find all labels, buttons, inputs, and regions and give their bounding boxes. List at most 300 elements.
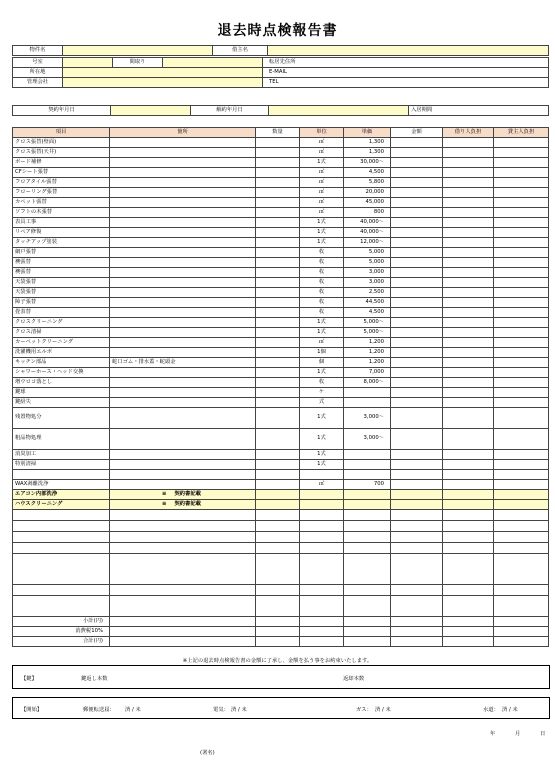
blank-cell[interactable] [256, 532, 300, 543]
blank-cell[interactable] [494, 510, 549, 521]
place-cell[interactable] [110, 308, 256, 318]
total-amount[interactable] [391, 637, 443, 647]
place-cell[interactable]: 蛇口ゴム・排水蓋・蛇頭金 [110, 358, 256, 368]
amount-cell[interactable] [391, 460, 443, 470]
qty-cell[interactable] [256, 188, 300, 198]
mgmt-field[interactable] [63, 78, 263, 88]
qty-cell[interactable] [256, 490, 300, 500]
item-cell: 粗品物処理 [13, 429, 110, 450]
place-cell[interactable] [110, 429, 256, 450]
mgmt-label: 管理会社 [13, 78, 63, 88]
unit-cell: 1個 [300, 348, 344, 358]
amount-cell[interactable] [391, 288, 443, 298]
landlord-cell[interactable] [494, 168, 549, 178]
blank-cell[interactable] [13, 596, 110, 617]
tax-row [13, 627, 549, 637]
landlord-cell[interactable] [494, 398, 549, 408]
qty-cell[interactable] [256, 308, 300, 318]
landlord-cell[interactable] [494, 178, 549, 188]
price-cell: 20,000 [344, 188, 391, 198]
item-cell: 表具工事 [13, 218, 110, 228]
qty-cell[interactable] [256, 388, 300, 398]
table-row [13, 138, 549, 148]
landlord-cell[interactable] [494, 258, 549, 268]
place-cell[interactable] [110, 318, 256, 328]
landlord-cell[interactable] [494, 460, 549, 470]
amount-cell[interactable] [391, 148, 443, 158]
unit-cell [300, 500, 344, 510]
place-cell[interactable] [110, 450, 256, 460]
blank-cell[interactable] [494, 521, 549, 532]
amount-cell[interactable] [391, 168, 443, 178]
blank-cell[interactable] [391, 543, 443, 554]
amount-cell[interactable] [391, 490, 443, 500]
electric-status[interactable]: 済 / 未 [231, 707, 247, 713]
price-cell: 8,000～ [344, 378, 391, 388]
price-cell: 44,500 [344, 298, 391, 308]
qty-cell[interactable] [256, 158, 300, 168]
blank-cell[interactable] [256, 554, 300, 585]
blank-cell[interactable] [344, 585, 391, 596]
cancel-date-field[interactable] [269, 106, 409, 116]
item-cell: クロスクリーニング [13, 318, 110, 328]
landlord-cell[interactable] [494, 298, 549, 308]
blank-cell[interactable] [344, 543, 391, 554]
tenant-cell[interactable] [443, 248, 494, 258]
blank-cell[interactable] [344, 521, 391, 532]
place-cell[interactable] [110, 378, 256, 388]
tenant-cell[interactable] [443, 138, 494, 148]
qty-cell[interactable] [256, 318, 300, 328]
place-cell [110, 490, 256, 500]
blank-cell[interactable] [344, 532, 391, 543]
landlord-cell[interactable] [494, 218, 549, 228]
blank-cell[interactable] [300, 596, 344, 617]
blank-cell[interactable] [443, 585, 494, 596]
blank-cell[interactable] [443, 596, 494, 617]
blank-cell[interactable] [494, 554, 549, 585]
item-cell: 洗濯機用エルボ [13, 348, 110, 358]
table-row [13, 228, 549, 238]
place-cell[interactable] [110, 480, 256, 490]
property-field[interactable] [63, 46, 213, 56]
place-cell[interactable] [110, 218, 256, 228]
place-cell[interactable] [110, 198, 256, 208]
qty-cell[interactable] [256, 398, 300, 408]
property-label: 物件名 [13, 46, 63, 56]
landlord-cell[interactable] [494, 288, 549, 298]
place-cell[interactable] [110, 158, 256, 168]
tenant-cell[interactable] [443, 318, 494, 328]
unit-cell: ㎡ [300, 138, 344, 148]
column-header: 箇所 [110, 128, 256, 138]
item-cell: ソフトの木張替 [13, 208, 110, 218]
qty-cell[interactable] [256, 480, 300, 490]
price-cell: 45,000 [344, 198, 391, 208]
amount-cell[interactable] [391, 328, 443, 338]
amount-cell[interactable] [391, 278, 443, 288]
blank-cell[interactable] [110, 585, 256, 596]
amount-cell[interactable] [391, 258, 443, 268]
amount-cell[interactable] [391, 338, 443, 348]
amount-cell[interactable] [391, 308, 443, 318]
blank-cell[interactable] [391, 554, 443, 585]
landlord-cell[interactable] [494, 158, 549, 168]
blank-cell[interactable] [13, 543, 110, 554]
tenant-cell[interactable] [443, 218, 494, 228]
blank-cell[interactable] [13, 510, 110, 521]
tenant-cell[interactable] [443, 158, 494, 168]
place-cell[interactable] [110, 288, 256, 298]
blank-cell[interactable] [13, 532, 110, 543]
amount-cell[interactable] [391, 198, 443, 208]
tenant-cell[interactable] [443, 258, 494, 268]
table-row [13, 460, 549, 470]
tenant-cell[interactable] [443, 378, 494, 388]
qty-cell[interactable] [256, 228, 300, 238]
qty-cell[interactable] [256, 258, 300, 268]
blank-cell[interactable] [443, 521, 494, 532]
blank-cell[interactable] [110, 521, 256, 532]
blank-cell[interactable] [110, 510, 256, 521]
place-cell[interactable] [110, 248, 256, 258]
landlord-cell[interactable] [494, 318, 549, 328]
amount-cell[interactable] [391, 450, 443, 460]
place-cell[interactable] [110, 268, 256, 278]
amount-cell[interactable] [391, 470, 443, 480]
place-cell[interactable] [110, 328, 256, 338]
keys-received-label: 返却本数 [343, 676, 365, 682]
landlord-cell[interactable] [494, 480, 549, 490]
keys-box [12, 665, 550, 689]
place-cell[interactable] [110, 178, 256, 188]
amount-cell[interactable] [391, 238, 443, 248]
qty-cell[interactable] [256, 358, 300, 368]
tenant-cell[interactable] [443, 490, 494, 500]
amount-cell[interactable] [391, 429, 443, 450]
blank-cell[interactable] [494, 543, 549, 554]
landlord-cell[interactable] [494, 338, 549, 348]
blank-cell[interactable] [344, 554, 391, 585]
price-cell: 4,500 [344, 168, 391, 178]
tenant-cell[interactable] [443, 500, 494, 510]
owner-field[interactable] [268, 46, 549, 56]
tenant-cell[interactable] [443, 328, 494, 338]
tenant-cell[interactable] [443, 198, 494, 208]
place-cell[interactable] [110, 388, 256, 398]
subtotal-amount[interactable] [391, 617, 443, 627]
qty-cell[interactable] [256, 470, 300, 480]
landlord-cell[interactable] [494, 278, 549, 288]
amount-cell[interactable] [391, 500, 443, 510]
place-cell[interactable] [110, 338, 256, 348]
item-cell: エアコン内部洗浄 [13, 490, 110, 500]
tenant-cell[interactable] [443, 228, 494, 238]
landlord-cell[interactable] [494, 368, 549, 378]
blank-cell[interactable] [256, 510, 300, 521]
column-header: 金額 [391, 128, 443, 138]
landlord-cell[interactable] [494, 238, 549, 248]
blank-cell[interactable] [300, 510, 344, 521]
place-cell[interactable] [110, 368, 256, 378]
tenant-cell[interactable] [443, 338, 494, 348]
item-cell: 天袋張替 [13, 288, 110, 298]
amount-cell[interactable] [391, 388, 443, 398]
tenant-cell[interactable] [443, 429, 494, 450]
landlord-cell[interactable] [494, 188, 549, 198]
tenant-cell[interactable] [443, 298, 494, 308]
place-cell[interactable] [110, 238, 256, 248]
qty-cell[interactable] [256, 248, 300, 258]
item-cell: 網戸張替 [13, 248, 110, 258]
room-field[interactable] [63, 58, 113, 68]
landlord-cell[interactable] [494, 268, 549, 278]
amount-cell[interactable] [391, 158, 443, 168]
qty-cell[interactable] [256, 450, 300, 460]
qty-cell[interactable] [256, 268, 300, 278]
blank-cell[interactable] [391, 532, 443, 543]
unit-cell: ㎡ [300, 198, 344, 208]
qty-cell[interactable] [256, 288, 300, 298]
tenant-cell[interactable] [443, 368, 494, 378]
landlord-cell[interactable] [494, 378, 549, 388]
qty-cell[interactable] [256, 378, 300, 388]
qty-cell[interactable] [256, 298, 300, 308]
amount-cell[interactable] [391, 480, 443, 490]
place-cell[interactable] [110, 398, 256, 408]
amount-cell[interactable] [391, 318, 443, 328]
price-cell [344, 470, 391, 480]
tax-amount[interactable] [391, 627, 443, 637]
tenant-cell[interactable] [443, 148, 494, 158]
landlord-cell[interactable] [494, 208, 549, 218]
column-header: 数量 [256, 128, 300, 138]
qty-cell[interactable] [256, 238, 300, 248]
table-row [13, 148, 549, 158]
qty-cell[interactable] [256, 138, 300, 148]
qty-cell[interactable] [256, 460, 300, 470]
landlord-cell[interactable] [494, 388, 549, 398]
tenant-cell[interactable] [443, 308, 494, 318]
unit-cell: 1式 [300, 328, 344, 338]
blank-cell[interactable] [300, 532, 344, 543]
address-field[interactable] [63, 68, 263, 78]
contract-date-field[interactable] [111, 106, 191, 116]
gas-status[interactable]: 済 / 未 [375, 707, 391, 713]
amount-cell[interactable] [391, 398, 443, 408]
amount-cell[interactable] [391, 218, 443, 228]
landlord-cell[interactable] [494, 308, 549, 318]
amount-cell[interactable] [391, 298, 443, 308]
landlord-cell[interactable] [494, 228, 549, 238]
tenant-cell[interactable] [443, 278, 494, 288]
blank-cell[interactable] [300, 554, 344, 585]
item-cell: 障子張替 [13, 298, 110, 308]
tenant-cell[interactable] [443, 480, 494, 490]
blank-cell[interactable] [256, 596, 300, 617]
tenant-cell[interactable] [443, 168, 494, 178]
blank-cell[interactable] [494, 532, 549, 543]
landlord-cell[interactable] [494, 248, 549, 258]
place-cell[interactable] [110, 258, 256, 268]
tenant-cell[interactable] [443, 470, 494, 480]
water-status[interactable]: 済 / 未 [502, 707, 518, 713]
tenant-cell[interactable] [443, 178, 494, 188]
gas-label: ガス： [356, 707, 372, 713]
blank-row [13, 554, 549, 585]
unit-cell: 枚 [300, 308, 344, 318]
place-cell[interactable] [110, 208, 256, 218]
qty-cell[interactable] [256, 278, 300, 288]
price-cell: 5,800 [344, 178, 391, 188]
tenant-cell[interactable] [443, 460, 494, 470]
special-row [13, 490, 549, 500]
amount-cell[interactable] [391, 268, 443, 278]
place-cell[interactable] [110, 408, 256, 429]
tenant-cell[interactable] [443, 208, 494, 218]
qty-cell[interactable] [256, 168, 300, 178]
qty-cell[interactable] [256, 198, 300, 208]
signature-label: (署名) [200, 750, 215, 756]
table-row [13, 378, 549, 388]
landlord-cell[interactable] [494, 450, 549, 460]
unit-cell: 枚 [300, 268, 344, 278]
amount-cell[interactable] [391, 188, 443, 198]
blank-cell[interactable] [443, 532, 494, 543]
place-cell[interactable] [110, 168, 256, 178]
place-cell[interactable] [110, 278, 256, 288]
blank-cell[interactable] [300, 585, 344, 596]
amount-cell[interactable] [391, 228, 443, 238]
amount-cell[interactable] [391, 208, 443, 218]
landlord-cell[interactable] [494, 429, 549, 450]
date-month: 月 [515, 731, 521, 737]
place-cell[interactable] [110, 460, 256, 470]
place-cell[interactable] [110, 188, 256, 198]
place-cell[interactable] [110, 228, 256, 238]
room-label: 号室 [13, 58, 63, 68]
blank-cell[interactable] [256, 521, 300, 532]
blank-cell[interactable] [300, 521, 344, 532]
price-cell: 5,000 [344, 248, 391, 258]
amount-cell[interactable] [391, 348, 443, 358]
qty-cell[interactable] [256, 328, 300, 338]
qty-cell[interactable] [256, 368, 300, 378]
place-cell [110, 500, 256, 510]
place-cell[interactable] [110, 348, 256, 358]
blank-cell[interactable] [391, 521, 443, 532]
landlord-cell[interactable] [494, 408, 549, 429]
place-cell[interactable] [110, 298, 256, 308]
landlord-cell[interactable] [494, 198, 549, 208]
tenant-cell[interactable] [443, 288, 494, 298]
landlord-cell[interactable] [494, 490, 549, 500]
blank-cell[interactable] [13, 521, 110, 532]
qty-cell[interactable] [256, 218, 300, 228]
amount-cell[interactable] [391, 138, 443, 148]
landlord-cell[interactable] [494, 138, 549, 148]
qty-cell[interactable] [256, 429, 300, 450]
header-table-2 [12, 57, 549, 88]
blank-cell[interactable] [13, 585, 110, 596]
landlord-cell[interactable] [494, 358, 549, 368]
place-cell[interactable] [110, 470, 256, 480]
blank-cell[interactable] [300, 543, 344, 554]
tenant-cell[interactable] [443, 398, 494, 408]
blank-cell[interactable] [443, 543, 494, 554]
amount-cell[interactable] [391, 368, 443, 378]
item-cell: 消臭加工 [13, 450, 110, 460]
tenant-cell[interactable] [443, 238, 494, 248]
price-cell: 5,000～ [344, 328, 391, 338]
tenant-cell[interactable] [443, 348, 494, 358]
qty-cell[interactable] [256, 148, 300, 158]
blank-cell[interactable] [391, 510, 443, 521]
phone-status[interactable]: 済 / 未 [125, 707, 141, 713]
amount-cell[interactable] [391, 358, 443, 368]
amount-cell[interactable] [391, 178, 443, 188]
blank-cell[interactable] [344, 510, 391, 521]
amount-cell[interactable] [391, 248, 443, 258]
item-cell: 特別清掃 [13, 460, 110, 470]
blank-cell[interactable] [110, 543, 256, 554]
qty-cell[interactable] [256, 208, 300, 218]
unit-cell: 枚 [300, 378, 344, 388]
blank-cell[interactable] [110, 532, 256, 543]
blank-cell[interactable] [256, 543, 300, 554]
landlord-cell[interactable] [494, 148, 549, 158]
blank-cell[interactable] [494, 585, 549, 596]
amount-cell[interactable] [391, 408, 443, 429]
blank-cell[interactable] [344, 596, 391, 617]
landlord-cell[interactable] [494, 348, 549, 358]
place-cell[interactable] [110, 138, 256, 148]
blank-cell[interactable] [391, 596, 443, 617]
page-title: 退去時点検報告書 [217, 23, 338, 39]
blank-cell[interactable] [443, 510, 494, 521]
blank-cell[interactable] [13, 554, 110, 585]
amount-cell[interactable] [391, 378, 443, 388]
tenant-cell[interactable] [443, 188, 494, 198]
blank-cell[interactable] [443, 554, 494, 585]
landlord-cell[interactable] [494, 500, 549, 510]
tenant-cell[interactable] [443, 450, 494, 460]
qty-cell[interactable] [256, 500, 300, 510]
qty-cell[interactable] [256, 348, 300, 358]
price-cell: 5,000～ [344, 318, 391, 328]
blank-cell[interactable] [391, 585, 443, 596]
blank-cell[interactable] [256, 585, 300, 596]
tenant-cell[interactable] [443, 268, 494, 278]
qty-cell[interactable] [256, 178, 300, 188]
blank-cell[interactable] [110, 596, 256, 617]
landlord-cell[interactable] [494, 328, 549, 338]
tenant-cell[interactable] [443, 358, 494, 368]
blank-cell[interactable] [494, 596, 549, 617]
unit-cell: ㎡ [300, 178, 344, 188]
table-row [13, 348, 549, 358]
place-cell[interactable] [110, 148, 256, 158]
tenant-cell[interactable] [443, 408, 494, 429]
landlord-cell[interactable] [494, 470, 549, 480]
qty-cell[interactable] [256, 408, 300, 429]
layout-field[interactable] [163, 58, 263, 68]
blank-cell[interactable] [110, 554, 256, 585]
tenant-cell[interactable] [443, 388, 494, 398]
contract-note: 契約書記載 [174, 490, 201, 497]
qty-cell[interactable] [256, 338, 300, 348]
item-cell: タッチアップ塗装 [13, 238, 110, 248]
